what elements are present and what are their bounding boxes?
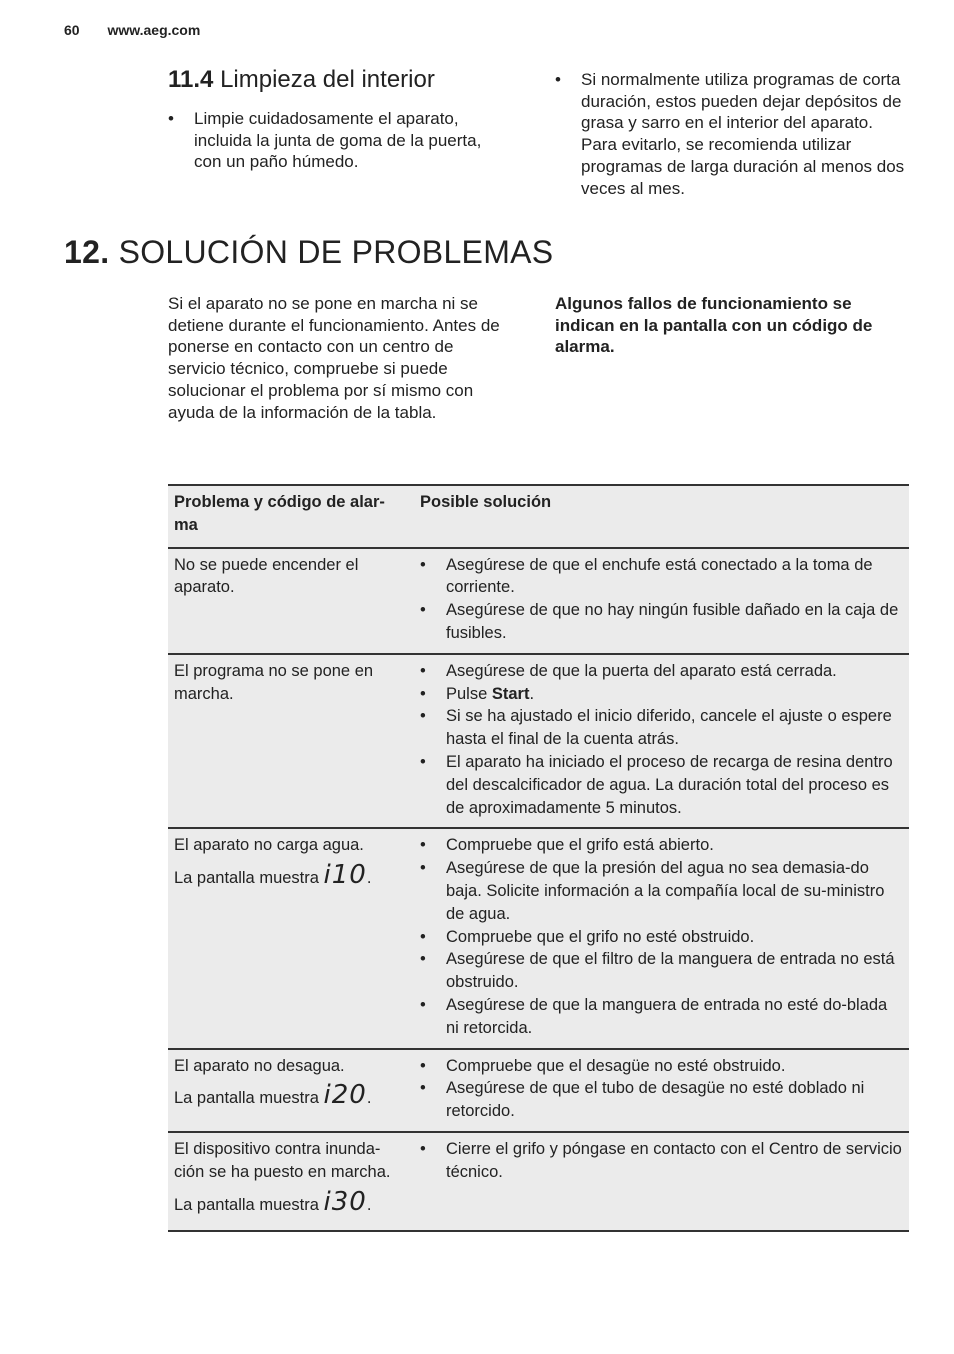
list-item: • Asegúrese de que la puerta del aparato está cerrada. <box>420 660 903 683</box>
list-item: • Si se ha ajustado el inicio diferido, cancele el ajuste o espere hasta el final de la cuenta atrás. <box>420 705 903 751</box>
list-item: • Asegúrese de que el enchufe está conectado a la toma de corriente. <box>420 554 903 600</box>
problem-text: El dispositivo contra inunda-ción se ha puesto en marcha. <box>174 1139 391 1181</box>
problem-text: El aparato no desagua. <box>174 1056 345 1075</box>
display-line: La pantalla muestra i10. <box>174 860 372 891</box>
problem-text: El aparato no carga agua. <box>174 836 364 855</box>
section-12-title: SOLUCIÓN DE PROBLEMAS <box>118 234 554 270</box>
list-item: • Asegúrese de que la presión del agua no sea demasia-do baja. Solicite información a la compañía local de su-ministro de agua. <box>420 857 903 925</box>
page-number: 60 <box>64 22 80 38</box>
solution-list <box>420 1055 903 1123</box>
problem-text: No se puede encender el aparato. <box>174 555 359 597</box>
header-url[interactable]: www.aeg.com <box>107 22 201 38</box>
section-11-4-right-column <box>555 69 910 199</box>
section-12-number: 12. <box>64 234 110 270</box>
solution-list <box>420 834 903 1039</box>
problem-text: El programa no se pone en marcha. <box>174 661 374 703</box>
solution-cell <box>414 1132 909 1231</box>
troubleshooting-table <box>168 484 909 1232</box>
section-12-heading <box>64 234 553 271</box>
section-12-intro-left: Si el aparato no se pone en marcha ni se detiene durante el funcionamiento. Antes de ponerse en contacto con un centro de servicio técnico, compruebe si puede solucionar el problema por sí mismo con ayuda de la información de la tabla. <box>168 294 500 422</box>
list-item: • Pulse Start. <box>420 683 903 706</box>
alarm-code: i20 <box>323 1080 367 1111</box>
display-prefix: La pantalla muestra <box>174 1089 319 1108</box>
display-line: La pantalla muestra i20. <box>174 1080 372 1111</box>
list-item: • Compruebe que el desagüe no esté obstruido. <box>420 1055 903 1078</box>
table-header-row <box>168 485 909 548</box>
solution-list <box>420 1138 903 1184</box>
display-line: La pantalla muestra i30. <box>174 1186 372 1217</box>
list-item: • Limpie cuidadosamente el aparato, incluida la junta de goma de la puerta, con un paño húmedo. <box>168 108 513 173</box>
problem-cell <box>168 654 414 829</box>
list-item: • Compruebe que el grifo está abierto. <box>420 834 903 857</box>
table-row <box>168 1049 909 1132</box>
section-11-4-left-column <box>168 108 513 173</box>
alarm-code: i30 <box>323 1186 367 1217</box>
problem-cell <box>168 1132 414 1231</box>
list-item: • Asegúrese de que no hay ningún fusible dañado en la caja de fusibles. <box>420 599 903 645</box>
section-11-4-heading <box>168 66 435 94</box>
table-row <box>168 654 909 829</box>
section-12-intro-right: Algunos fallos de funcionamiento se indican en la pantalla con un código de alarma. <box>555 294 873 357</box>
problem-cell <box>168 1049 414 1132</box>
display-prefix: La pantalla muestra <box>174 869 319 888</box>
start-keyword: Start <box>491 684 530 703</box>
table-row <box>168 1132 909 1231</box>
list-item: • Asegúrese de que el tubo de desagüe no esté doblado ni retorcido. <box>420 1077 903 1123</box>
table-row <box>168 828 909 1048</box>
list-item: • Compruebe que el grifo no esté obstruido. <box>420 926 903 949</box>
alarm-code: i10 <box>323 860 367 891</box>
section-11-4-left-list <box>168 108 513 173</box>
section-11-4-right-list <box>555 69 910 199</box>
column-header-solution: Posible solución <box>420 493 552 511</box>
problem-cell <box>168 828 414 1048</box>
solution-cell <box>414 828 909 1048</box>
list-item: • Asegúrese de que el filtro de la manguera de entrada no está obstruido. <box>420 948 903 994</box>
table-row <box>168 548 909 654</box>
display-prefix: La pantalla muestra <box>174 1195 319 1214</box>
section-11-4-number: 11.4 <box>168 66 214 93</box>
page-header <box>64 22 200 38</box>
solution-cell <box>414 654 909 829</box>
list-item: • Cierre el grifo y póngase en contacto con el Centro de servicio técnico. <box>420 1138 903 1184</box>
column-header-problem: Problema y código de alar-ma <box>174 493 385 534</box>
solution-list <box>420 660 903 820</box>
list-item: • Asegúrese de que la manguera de entrada no esté do-blada ni retorcida. <box>420 994 903 1040</box>
solution-list <box>420 554 903 645</box>
solution-cell <box>414 1049 909 1132</box>
solution-cell <box>414 548 909 654</box>
list-item: • Si normalmente utiliza programas de corta duración, estos pueden dejar depósitos de grasa y sarro en el interior del aparato. Para evitarlo, se recomienda utilizar programas de larga duración al menos dos veces al mes. <box>555 69 910 199</box>
section-11-4-title: Limpieza del interior <box>220 66 435 93</box>
problem-cell <box>168 548 414 654</box>
list-item: • El aparato ha iniciado el proceso de recarga de resina dentro del descalcificador de agua. La duración total del proceso es de aproximadamente 5 minutos. <box>420 751 903 819</box>
